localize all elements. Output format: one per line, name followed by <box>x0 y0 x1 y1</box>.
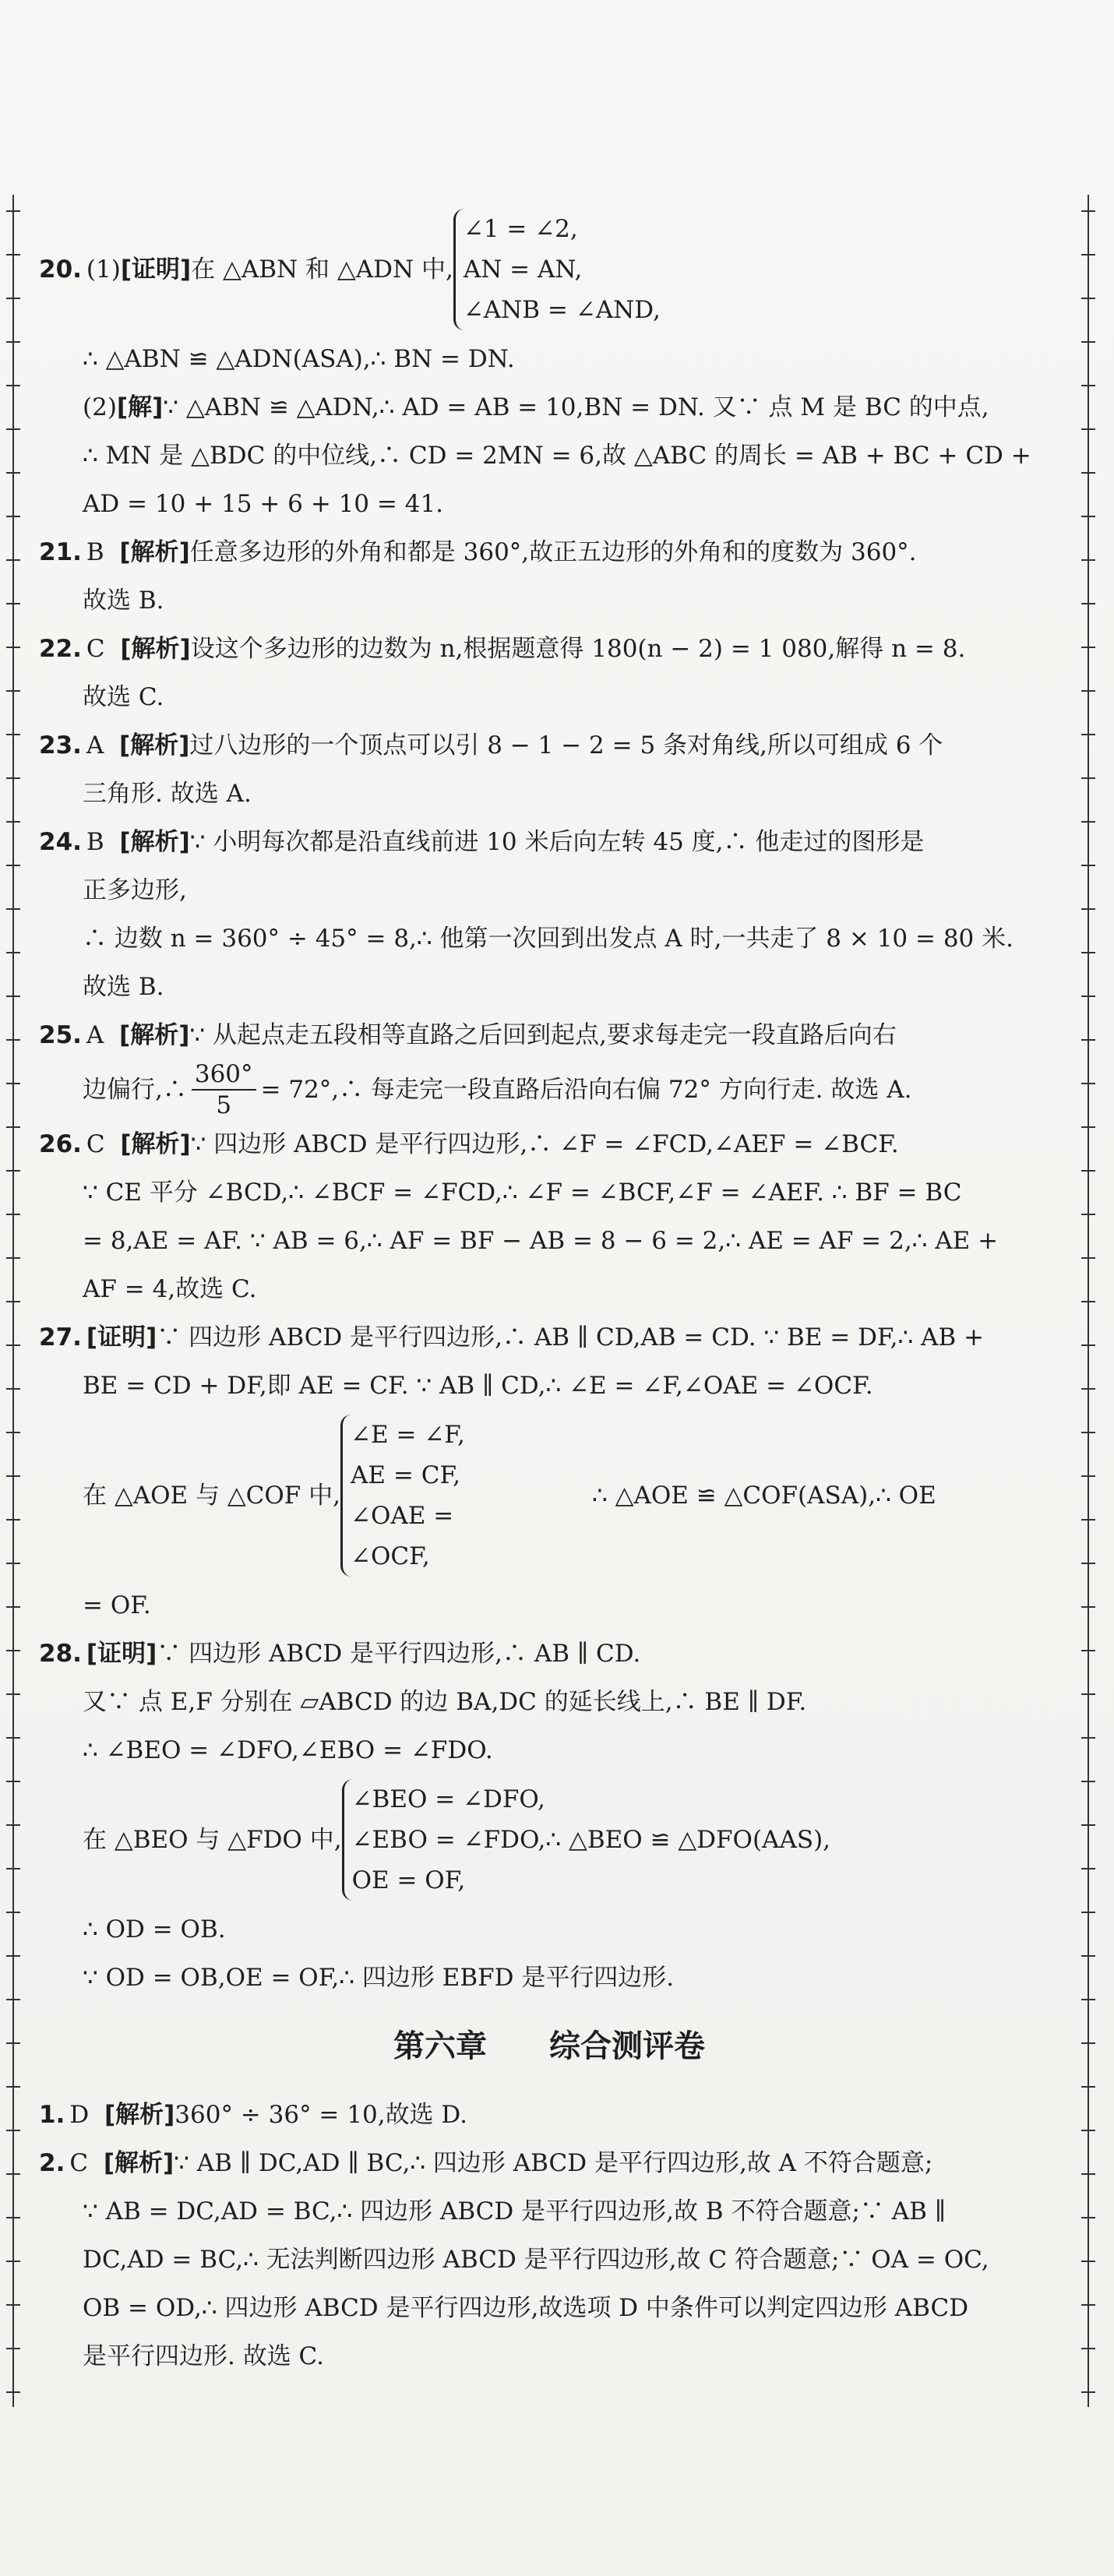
binding-tick <box>1081 2130 1095 2131</box>
binding-tick <box>1081 341 1095 343</box>
binding-tick <box>6 2217 20 2218</box>
binding-tick <box>1081 908 1095 910</box>
binding-tick <box>1081 254 1095 255</box>
binding-tick <box>6 2391 20 2393</box>
binding-tick <box>6 1214 20 1215</box>
binding-tick <box>1081 2391 1095 2393</box>
binding-tick <box>1081 210 1095 212</box>
binding-tick <box>1081 2261 1095 2262</box>
binding-tick <box>1081 559 1095 561</box>
binding-tick <box>1081 298 1095 299</box>
binding-tick <box>1081 690 1095 692</box>
binding-tick <box>6 1868 20 1869</box>
binding-tick <box>1081 2042 1095 2044</box>
equation-system: ∠E = ∠F, AE = CF, ∠OAE = ∠OCF, <box>340 1415 538 1577</box>
binding-tick <box>6 865 20 866</box>
binding-tick <box>1081 1650 1095 1651</box>
binding-tick <box>1081 516 1095 517</box>
binding-tick <box>1081 1824 1095 1826</box>
binding-tick <box>1081 734 1095 735</box>
proof-tag: [证明] <box>120 255 192 284</box>
binding-tick <box>6 690 20 692</box>
binding-tick <box>6 1606 20 1608</box>
binding-tick <box>6 2086 20 2088</box>
binding-tick <box>1081 1126 1095 1128</box>
binding-tick <box>6 1301 20 1302</box>
binding-tick <box>6 1344 20 1346</box>
binding-tick <box>6 1955 20 1957</box>
binding-tick <box>6 559 20 561</box>
binding-tick <box>1081 1693 1095 1695</box>
binding-tick <box>1081 385 1095 386</box>
binding-tick <box>1081 1868 1095 1869</box>
q28-row: 28. [证明]∵ 四边形 ABCD 是平行四边形,∴ AB ∥ CD. <box>39 1640 641 1668</box>
binding-tick <box>1081 1344 1095 1346</box>
binding-tick <box>1081 2217 1095 2218</box>
binding-tick <box>6 428 20 430</box>
binding-tick <box>1081 2086 1095 2088</box>
q27-row: 27. [证明]∵ 四边形 ABCD 是平行四边形,∴ AB ∥ CD,AB = CD. ∵ BE = DF,∴ AB + <box>39 1323 985 1351</box>
binding-tick <box>6 298 20 299</box>
binding-tick <box>6 1388 20 1390</box>
binding-tick <box>1081 603 1095 604</box>
binding-tick <box>6 1257 20 1259</box>
q24-row: 24. B [解析]∵ 小明每次都是沿直线前进 10 米后向左转 45 度,∴ 他走过的图形是 <box>39 828 925 856</box>
q22-row: 22. C [解析]设这个多边形的边数为 n,根据题意得 180(n − 2) = 1 080,解得 n = 8. <box>39 635 966 663</box>
binding-tick <box>6 821 20 823</box>
binding-tick <box>1081 1737 1095 1739</box>
binding-tick <box>1081 1432 1095 1433</box>
binding-tick <box>6 1170 20 1172</box>
binding-tick <box>6 1475 20 1477</box>
binding-tick <box>1081 1083 1095 1084</box>
binding-tick <box>6 1650 20 1651</box>
binding-tick <box>1081 952 1095 953</box>
c2-row: 2. C [解析]∵ AB ∥ DC,AD ∥ BC,∴ 四边形 ABCD 是平行四边形,故 A 不符合题意; <box>39 2149 933 2177</box>
chapter-heading: 第六章 综合测评卷 <box>393 2028 705 2064</box>
binding-tick <box>6 734 20 735</box>
binding-tick <box>6 341 20 343</box>
binding-tick <box>6 908 20 910</box>
binding-tick <box>6 516 20 517</box>
binding-tick <box>6 1126 20 1128</box>
binding-tick <box>6 1912 20 1913</box>
fraction: $\frac{360^\circ}{5}$ <box>192 1059 256 1120</box>
binding-tick <box>1081 1475 1095 1477</box>
binding-tick <box>1081 428 1095 430</box>
binding-tick <box>6 1432 20 1433</box>
binding-tick <box>1081 1563 1095 1564</box>
binding-tick <box>1081 1301 1095 1302</box>
binding-tick <box>6 1999 20 2000</box>
binding-tick <box>1081 777 1095 779</box>
q20-row: 20. (1) [证明] 在 △ABN 和 △ADN 中, ∠1 = ∠2, AN = AN, ∠ANB = ∠AND, <box>39 204 1059 335</box>
q25-row: 25. A [解析]∵ 从起点走五段相等直路之后回到起点,要求每走完一段直路后向右 <box>39 1021 897 1049</box>
binding-tick <box>1081 2173 1095 2175</box>
binding-tick <box>6 210 20 212</box>
solution-tag: [解] <box>116 393 164 421</box>
binding-tick <box>1081 1257 1095 1259</box>
binding-tick <box>6 472 20 474</box>
binding-tick <box>6 603 20 604</box>
binding-tick <box>1081 1214 1095 1215</box>
binding-tick <box>6 1824 20 1826</box>
binding-tick <box>1081 1170 1095 1172</box>
binding-tick <box>6 1083 20 1084</box>
binding-tick <box>6 2261 20 2262</box>
binding-tick <box>1081 472 1095 474</box>
binding-tick <box>6 647 20 648</box>
binding-tick <box>6 1519 20 1521</box>
binding-tick <box>6 1781 20 1782</box>
binding-tick <box>1081 1955 1095 1957</box>
binding-tick <box>1081 2348 1095 2349</box>
q21-row: 21. B [解析]任意多边形的外角和都是 360°,故正五边形的外角和的度数为 360°. <box>39 538 917 566</box>
binding-tick <box>1081 647 1095 648</box>
binding-tick <box>6 2042 20 2044</box>
binding-tick <box>1081 1606 1095 1608</box>
binding-tick <box>1081 1388 1095 1390</box>
binding-tick <box>6 254 20 255</box>
answer-content: 20. (1) [证明] 在 △ABN 和 △ADN 中, ∠1 = ∠2, AN = AN, ∠ANB = ∠AND, ∴ △ABN ≌ △ADN(ASA),∴ BN = DN. (2)[解]∵ △ABN ≌ △ADN,∴ AD = AB = 10,BN = DN. 又∵ 点 M 是 BC 的中点, ∴ MN 是 △BDC 的中位线,∴ CD = 2MN = 6,故 △ABC 的周长 = AB + BC + CD + AD = 10 + 15 + 6 + 10 = 41. 21. B [解析]任意多边形的外角和都是 360°,故正五边形的外角和的度数为 360°. 故选 B. 22. C [解析]设这个多边形的边数为 n,根据题意得 180(n − 2) = 1 080,解得 n = 8. 故选 C. 23. A [解析]过八边形的一个顶点可以引 8 − 1 − 2 = 5 条对角线,所以可组成 6 个 三角形. 故选 A. 24. B [解析]∵ 小明每次都是沿直线前进 10 米后向左转 45 度,∴ 他走过的图形是 正多边形, ∴ 边数 n = 360° ÷ 45° = 8,∴ 他第一次回到出发点 A 时,一共走了 8 × 10 = 80 米. 故选 B. 25. A [解析]∵ 从起点走五段相等直路之后回到起点,要求每走完一段直路后向右 边偏行,∴ $\frac{360^\circ}{5}$ = 72°,∴ 每走完一段直路后沿向右偏 72° 方向行走. 故选 A. 26. C [解析]∵ 四边形 ABCD 是平行四边形,∴ ∠F = ∠FCD,∠AEF = ∠BCF. ∵ CE 平分 ∠BCD,∴ ∠BCF = ∠FCD,∴ ∠F = ∠BCF,∠F = ∠AEF. ∴ BF = BC = 8,AE = AF. ∵ AB = 6,∴ AF = BF − AB = 8 − 6 = 2,∴ AE = AF = 2,∴ AE + AF = 4,故选 C. 27. [证明]∵ 四边形 ABCD 是平行四边形,∴ AB ∥ CD,AB = CD. ∵ BE = DF,∴ AB + BE = CD + DF,即 AE = CF. ∵ AB ∥ CD,∴ ∠E = ∠F,∠OAE = ∠OCF. 在 △AOE 与 △COF 中, ∠E = ∠F, AE = CF, ∠OAE = ∠OCF, ∴ △AOE ≌ △COF(ASA),∴ OE = OF. 28. [证明]∵ 四边形 ABCD 是平行四边形,∴ AB ∥ CD. 又∵ 点 E,F 分别在 ▱ABCD 的边 BA,DC 的延长线上,∴ BE ∥ DF. ∴ ∠BEO = ∠DFO,∠EBO = ∠FDO. 在 △BEO 与 △FDO 中, ∠BEO = ∠DFO, ∠EBO = ∠FDO, OE = OF, ∴ △BEO ≌ △DFO(AAS), ∴ OD = OB. ∵ OD = OB,OE = OF,∴ 四边形 EBFD 是平行四边形. 第六章 综合测评卷 1. D [解析]360° ÷ 36° = 10,故选 D. 2. C [解析]∵ AB ∥ DC,AD ∥ BC,∴ 四边形 ABCD 是平行四边形,故 A 不符合题意; ∵ AB = DC,AD = BC,∴ 四边形 ABCD 是平行四边形,故 B 不符合题意;∵ AB ∥ DC,AD = BC,∴ 无法判断四边形 ABCD 是平行四边形,故 C 符合题意;∵ OA = OC, OB = OD,∴ 四边形 ABCD 是平行四边形,故选项 D 中条件可以判定四边形 ABCD 是平行四边形. 故选 C. <box>39 204 1059 2380</box>
binding-tick <box>6 1039 20 1041</box>
binding-tick <box>6 1563 20 1564</box>
question-number: 20. <box>39 255 82 284</box>
binding-tick <box>6 385 20 386</box>
binding-tick <box>6 2130 20 2131</box>
binding-tick <box>6 777 20 779</box>
equation-system: ∠BEO = ∠DFO, ∠EBO = ∠FDO, OE = OF, <box>342 1779 546 1901</box>
binding-tick <box>6 2173 20 2175</box>
binding-tick <box>6 2304 20 2306</box>
q23-row: 23. A [解析]过八边形的一个顶点可以引 8 − 1 − 2 = 5 条对角线,所以可组成 6 个 <box>39 731 943 759</box>
binding-tick <box>1081 1519 1095 1521</box>
binding-tick <box>1081 996 1095 997</box>
binding-tick <box>1081 1781 1095 1782</box>
binding-tick <box>6 1737 20 1739</box>
c1-row: 1. D [解析]360° ÷ 36° = 10,故选 D. <box>39 2101 468 2129</box>
binding-tick <box>1081 1999 1095 2000</box>
equation-system: ∠1 = ∠2, AN = AN, ∠ANB = ∠AND, <box>453 209 661 330</box>
q26-row: 26. C [解析]∵ 四边形 ABCD 是平行四边形,∴ ∠F = ∠FCD,∠AEF = ∠BCF. <box>39 1130 899 1158</box>
binding-tick <box>1081 1039 1095 1041</box>
binding-tick <box>6 1693 20 1695</box>
binding-tick <box>1081 2304 1095 2306</box>
binding-tick <box>1081 1912 1095 1913</box>
binding-tick <box>6 952 20 953</box>
binding-tick <box>6 2348 20 2349</box>
binding-tick <box>1081 821 1095 823</box>
binding-tick <box>6 996 20 997</box>
binding-tick <box>1081 865 1095 866</box>
